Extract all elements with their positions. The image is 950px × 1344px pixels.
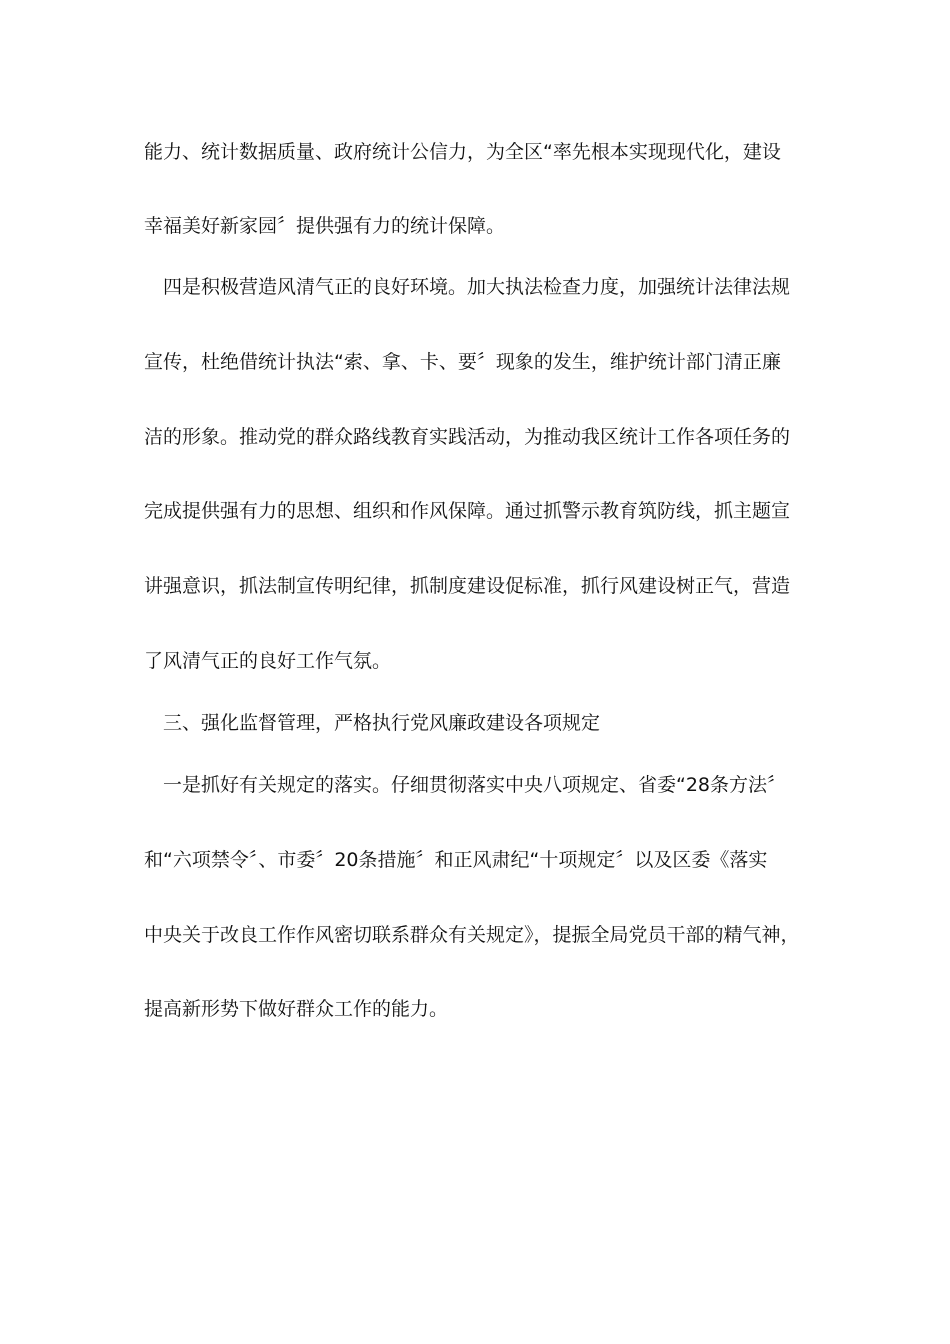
- paragraph-line: 幸福美好新家园〞提供强有力的统计保障。: [144, 215, 506, 237]
- paragraph-line: 能力、统计数据质量、政府统计公信力，为全区“率先根本实现现代化，建设: [144, 141, 781, 163]
- paragraph-line: 完成提供强有力的思想、组织和作风保障。通过抓警示教育筑防线，抓主题宣: [144, 500, 791, 522]
- paragraph-line: 一是抓好有关规定的落实。仔细贯彻落实中央八项规定、省委“28条方法〞: [163, 774, 787, 796]
- paragraph-line: 了风清气正的良好工作气氛。: [144, 650, 392, 672]
- paragraph-line: 提高新形势下做好群众工作的能力。: [144, 998, 449, 1020]
- paragraph-line: 讲强意识，抓法制宣传明纪律，抓制度建设促标准，抓行风建设树正气，营造: [144, 575, 791, 597]
- section-heading: 三、强化监督管理，严格执行党风廉政建设各项规定: [163, 712, 601, 734]
- paragraph-line: 洁的形象。推动党的群众路线教育实践活动，为推动我区统计工作各项任务的: [144, 426, 791, 448]
- paragraph-line: 和“六项禁令〞、市委〞20条措施〞和正风肃纪“十项规定〞以及区委《落实: [144, 849, 768, 871]
- paragraph-line: 四是积极营造风清气正的良好环境。加大执法检查力度，加强统计法律法规: [163, 276, 791, 298]
- paragraph-line: 中央关于改良工作作风密切联系群众有关规定》，提振全局党员干部的精气神，: [144, 924, 800, 946]
- paragraph-line: 宣传，杜绝借统计执法“索、拿、卡、要〞现象的发生，维护统计部门清正廉: [144, 351, 781, 373]
